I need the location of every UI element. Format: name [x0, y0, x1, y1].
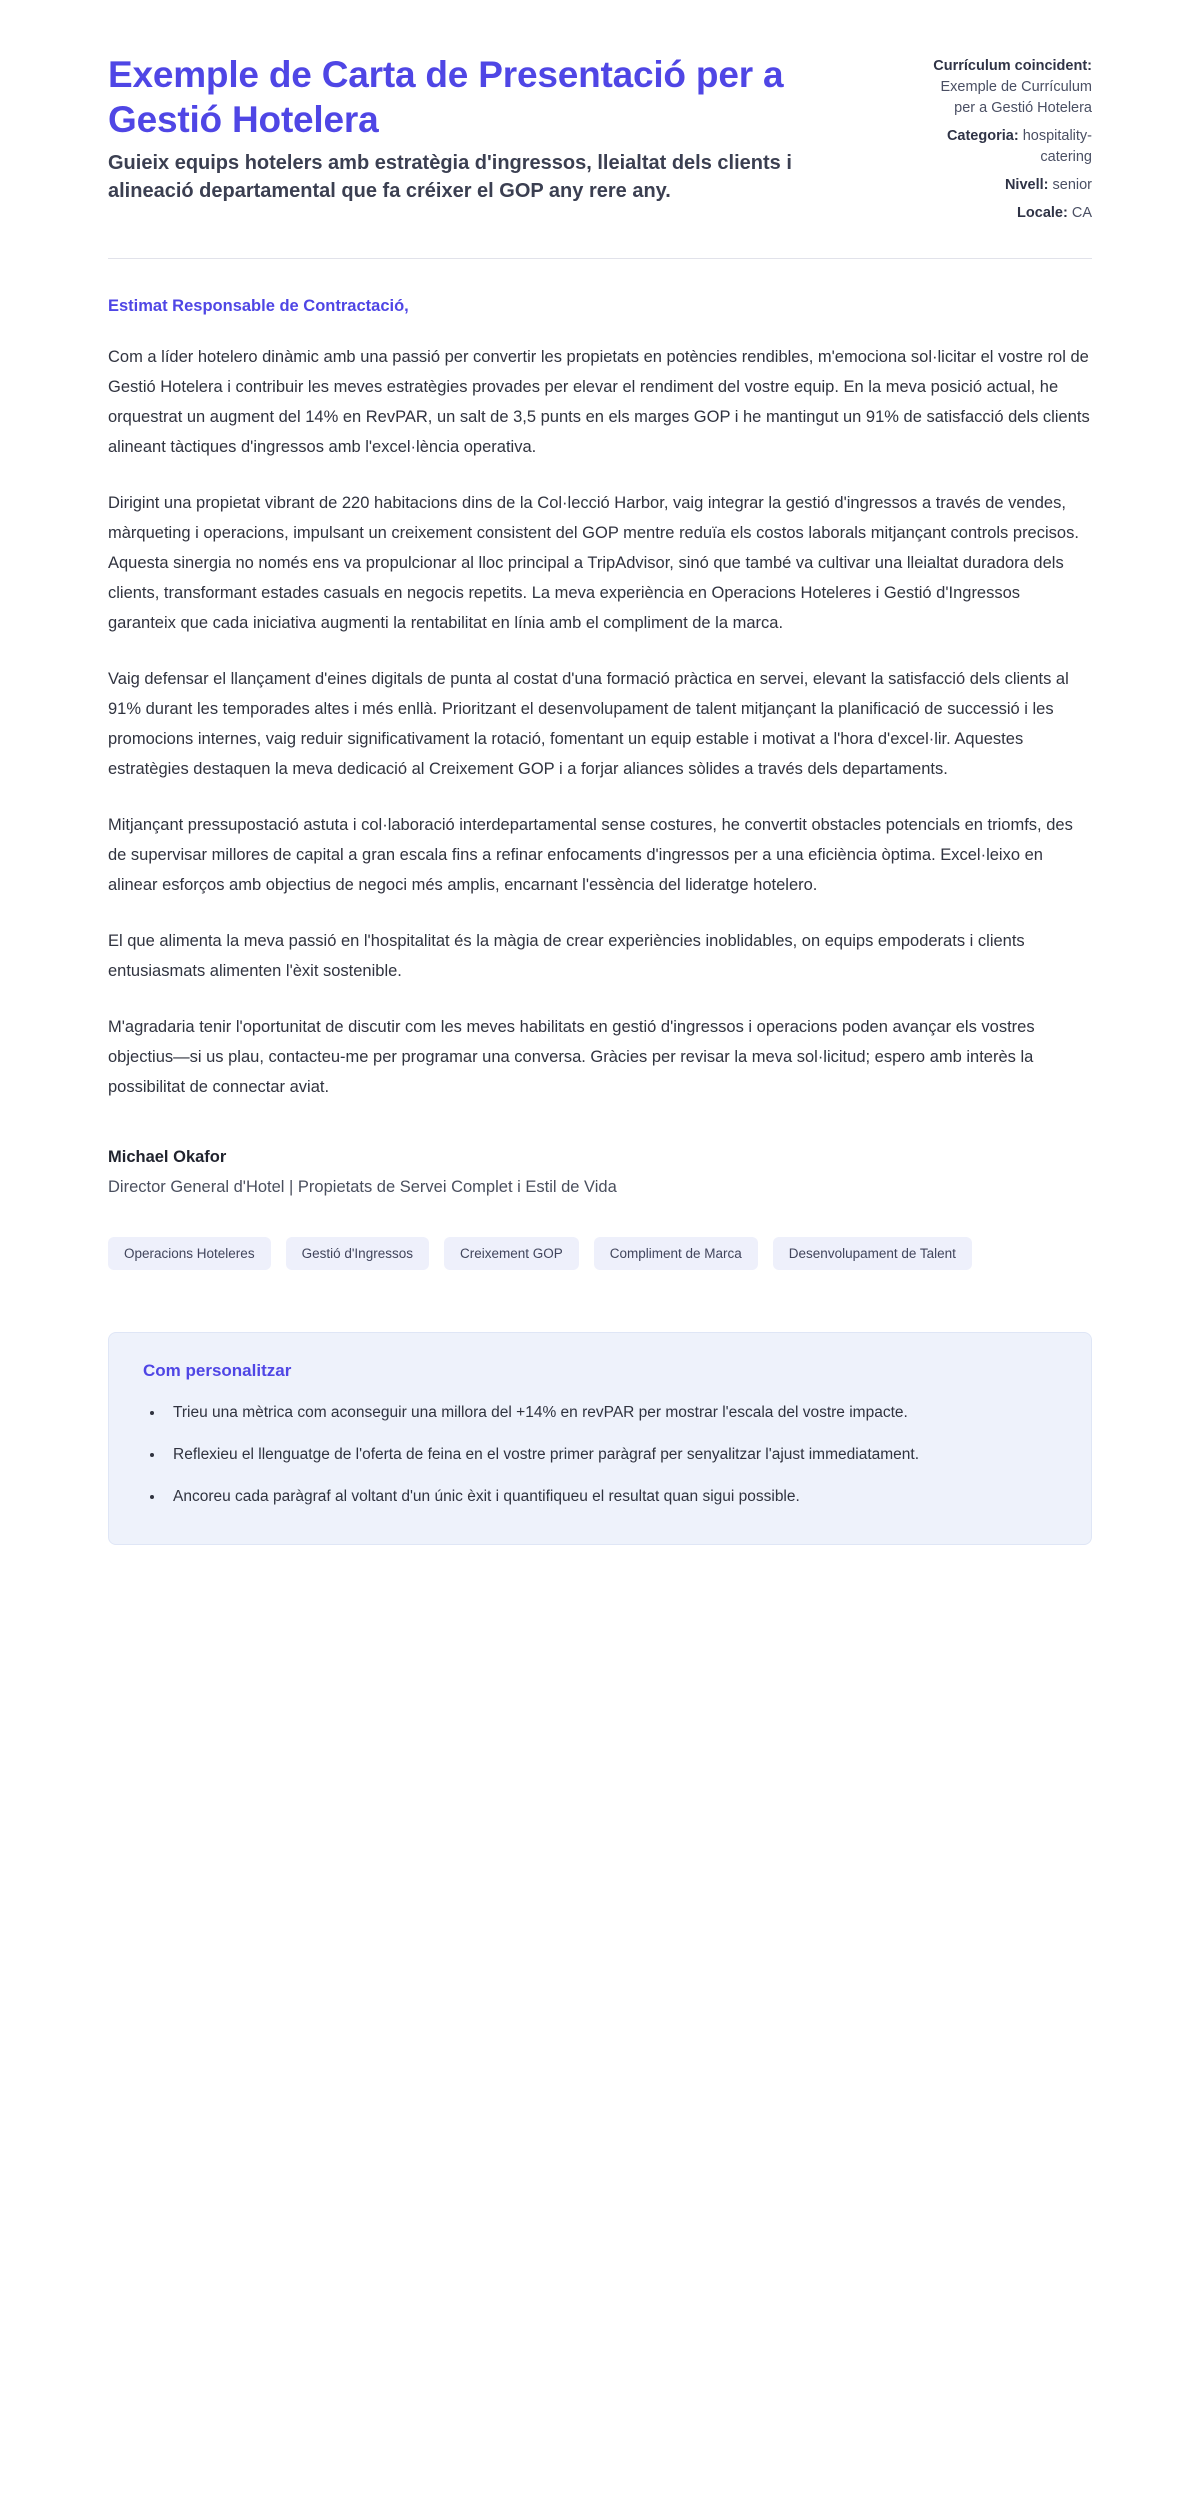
- meta-level-label: Nivell:: [1004, 177, 1049, 194]
- customization-callout: [108, 1332, 1092, 1545]
- meta-match-value-line1: Exemple de Currículum: [940, 79, 1092, 96]
- document-meta: [848, 52, 1092, 224]
- signature-role: Director General d'Hotel | Propietats de Servei Complet i Estil de Vida: [108, 1178, 617, 1197]
- callout-list: [143, 1399, 1057, 1510]
- skill-tag: Compliment de Marca: [594, 1237, 758, 1270]
- meta-category: [848, 126, 1092, 168]
- document-header: [108, 52, 1092, 224]
- meta-match-label: Currículum coincident:: [933, 58, 1092, 74]
- letter-salutation: Estimat Responsable de Contractació,: [108, 297, 409, 316]
- letter-paragraph: M'agradaria tenir l'oportunitat de discutir com les meves habilitats en gestió d'ingressos i operacions poden avançar els vostres objectius—si us plau, contacteu-me per programar una conversa. Gràcies per revisar la meva sol·licitud; espero amb interès la possibilitat de connectar aviat.: [108, 1018, 1035, 1097]
- skill-tag: Desenvolupament de Talent: [773, 1237, 972, 1270]
- page-subtitle: Guieix equips hotelers amb estratègia d'ingressos, lleialtat dels clients i alineació departamental que fa créixer el GOP any rere any.: [108, 152, 792, 202]
- callout-list-item: • Reflexieu el llenguatge de l'oferta de feina en el vostre primer paràgraf per senyalitzar l'ajust immediatament.: [165, 1441, 1057, 1469]
- letter-paragraph: Dirigint una propietat vibrant de 220 habitacions dins de la Col·lecció Harbor, vaig integrar la gestió d'ingressos a través de vendes, màrqueting i operacions, impulsant un creixement consistent del GOP mentre reduïa els costos laborals mitjançant controls precisos. Aquesta sinergia no només ens va propulcionar al lloc principal a TripAdvisor, sinó que també va cultivar una lleialtat duradora dels clients, transformant estades casuals en negocis repetits. La meva experiència en Operacions Hoteleres i Gestió d'Ingressos garanteix que cada iniciativa augmenti la rentabilitat en línia amb el compliment de la marca.: [108, 494, 1079, 633]
- meta-locale-label: Locale:: [1017, 205, 1068, 222]
- letter-paragraph: Vaig defensar el llançament d'eines digitals de punta al costat d'una formació pràctica en servei, elevant la satisfacció dels clients al 91% durant les temporades altes i més enllà. Prioritzant el desenvolupament de talent mitjançant la planificació de successió i les promocions internes, vaig reduir significativament la rotació, fomentant un equip estable i motivat a l'hora d'excel·lir. Aquestes estratègies destaquen la meva dedicació al Creixement GOP i a forjar aliances sòlides a través dels departaments.: [108, 670, 1069, 779]
- signature-name: Michael Okafor: [108, 1148, 227, 1167]
- callout-title: Com personalitzar: [143, 1361, 292, 1381]
- skill-tag-list: [108, 1237, 988, 1270]
- meta-match: [848, 56, 1092, 119]
- callout-list-item: • Ancoreu cada paràgraf al voltant d'un únic èxit i quantifiqueu el resultat quan sigui possible.: [165, 1483, 1057, 1511]
- meta-locale-value: CA: [1071, 205, 1092, 222]
- meta-locale: [848, 203, 1092, 224]
- callout-list-item: • Trieu una mètrica com aconseguir una millora del +14% en revPAR per mostrar l'escala del vostre impacte.: [165, 1399, 1057, 1427]
- meta-level: [848, 175, 1092, 196]
- skill-tag: Operacions Hoteleres: [108, 1237, 271, 1270]
- skill-tag: Creixement GOP: [444, 1237, 579, 1270]
- header-text-block: [108, 52, 808, 205]
- meta-category-value-line1: hospitality-: [1022, 128, 1092, 145]
- meta-category-value-line2: catering: [1040, 149, 1092, 166]
- page-title: Exemple de Carta de Presentació per a Gestió Hotelera: [108, 54, 784, 141]
- letter-paragraph: Com a líder hotelero dinàmic amb una passió per convertir les propietats en potències rendibles, m'emociona sol·licitar el vostre rol de Gestió Hotelera i contribuir les meves estratègies provades per elevar el rendiment del vostre equip. En la meva posició actual, he orquestrat un augment del 14% en RevPAR, un salt de 3,5 punts en els marges GOP i he mantingut un 91% de satisfacció dels clients alineant tàctiques d'ingressos amb l'excel·lència operativa.: [108, 348, 1090, 457]
- letter-paragraph: Mitjançant pressupostació astuta i col·laboració interdepartamental sense costures, he convertit obstacles potencials en triomfs, des de supervisar millores de capital a gran escala fins a refinar enfocaments d'ingressos per a una eficiència òptima. Excel·leixo en alinear esforços amb objectius de negoci més amplis, encarnant l'essència del lideratge hotelero.: [108, 816, 1073, 895]
- meta-level-value: senior: [1052, 177, 1092, 194]
- skill-tag: Gestió d'Ingressos: [286, 1237, 429, 1270]
- meta-category-label: Categoria:: [946, 128, 1019, 145]
- letter-paragraph: El que alimenta la meva passió en l'hospitalitat és la màgia de crear experiències inoblidables, on equips empoderats i clients entusiasmats alimenten l'èxit sostenible.: [108, 932, 1025, 981]
- header-divider: [108, 258, 1092, 259]
- meta-match-value-line2: per a Gestió Hotelera: [954, 100, 1092, 117]
